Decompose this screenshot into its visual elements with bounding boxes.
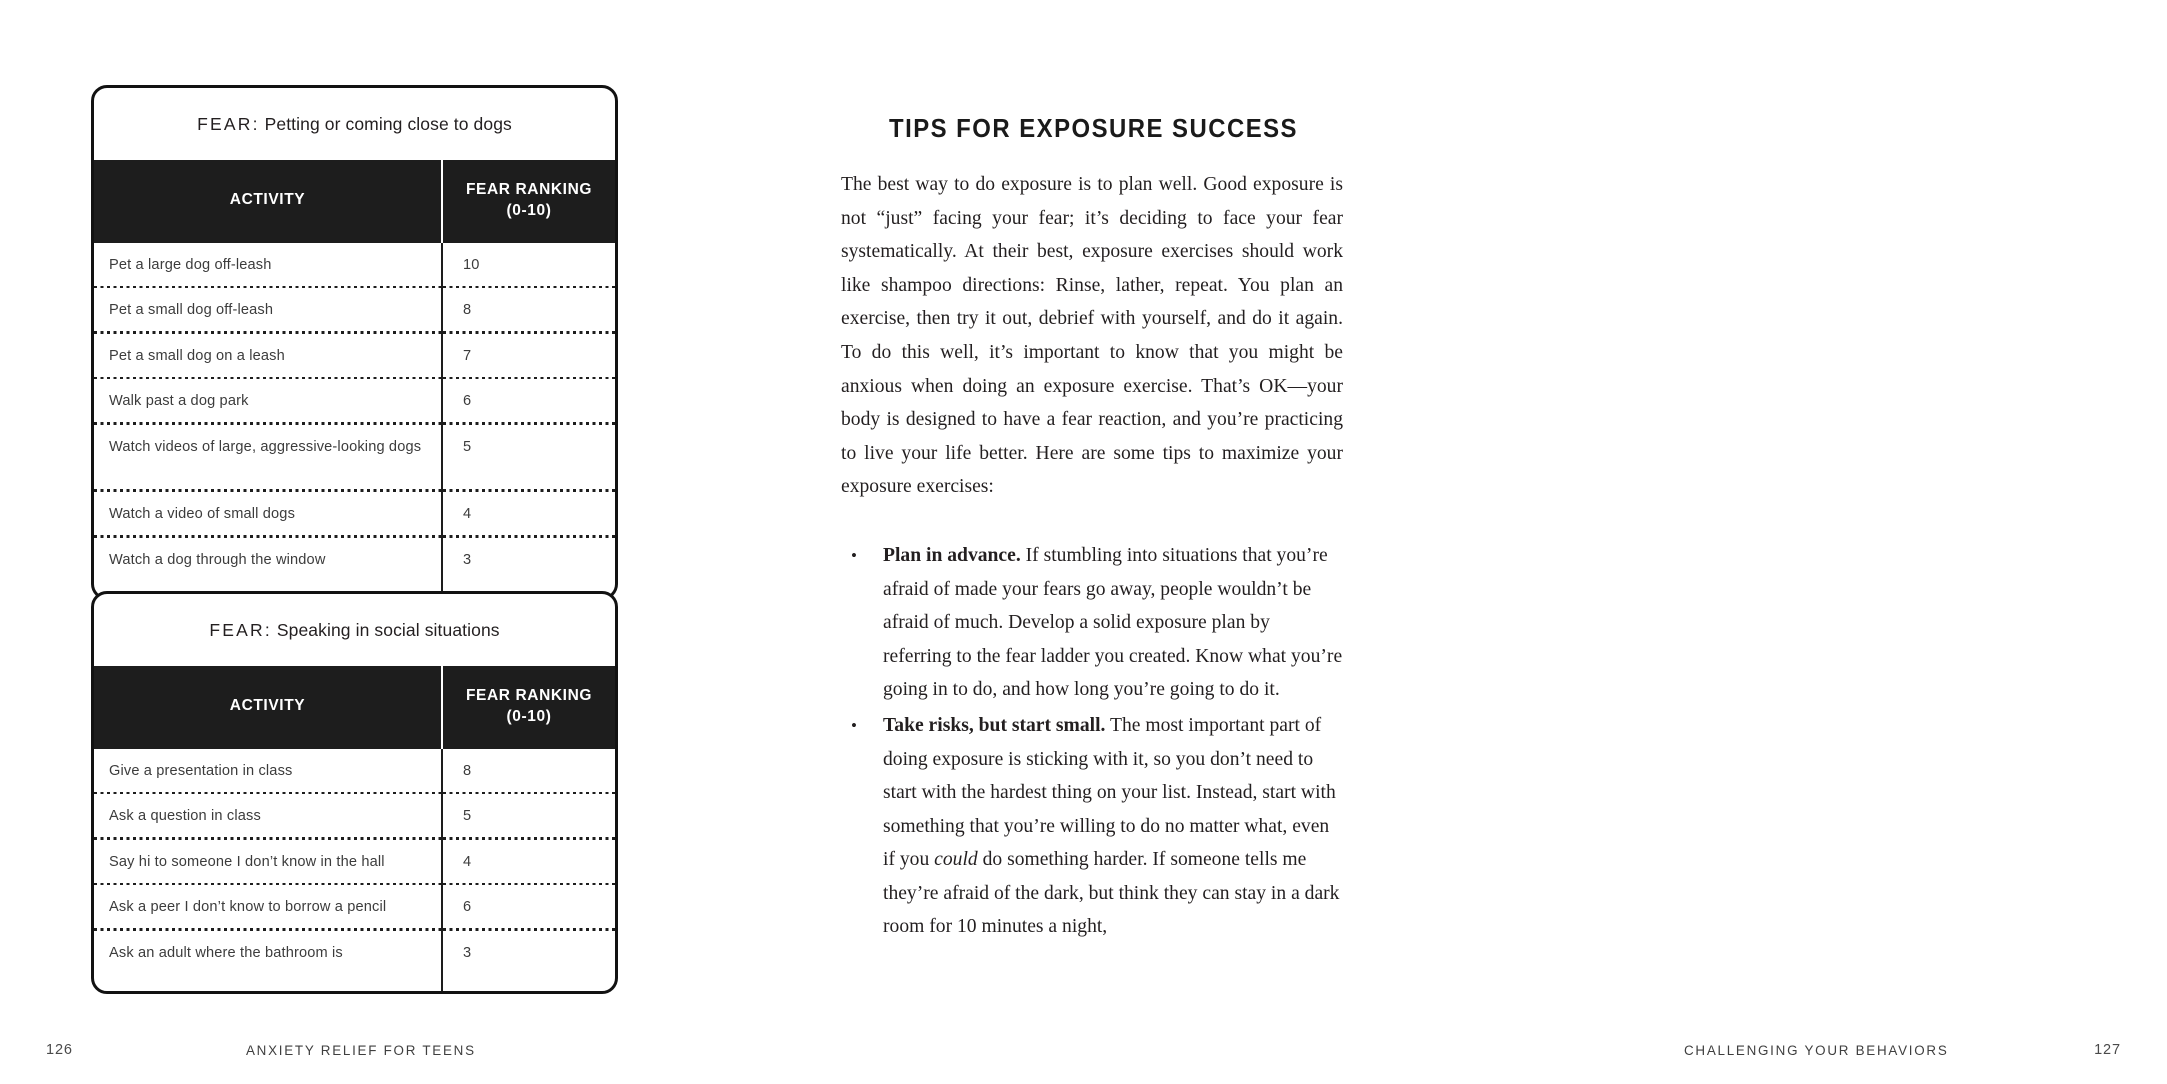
tip-body-continued: do something harder. If someone tells me they’re afraid of the dark, but think they can stay in a dark room for 10 minutes a night, [883, 849, 1340, 938]
table-row [94, 749, 615, 795]
list-item [841, 539, 1343, 707]
list-item [841, 709, 1343, 944]
cell-rank: 8 [442, 288, 615, 334]
cell-rank: 5 [442, 425, 615, 492]
cell-activity: Pet a large dog off-leash [94, 243, 442, 289]
cell-activity: Pet a small dog on a leash [94, 334, 442, 380]
cell-rank: 4 [442, 840, 615, 886]
section-heading: TIPS FOR EXPOSURE SUCCESS [889, 113, 1298, 143]
cell-activity: Ask a peer I don’t know to borrow a pencil [94, 885, 442, 931]
column-header-fear-ranking-line1: FEAR RANKING [465, 180, 593, 198]
card-title [94, 88, 615, 160]
tip-lead-in: Take risks, but start small. [883, 714, 1106, 736]
body-column [841, 168, 1343, 944]
cell-rank: 7 [442, 334, 615, 380]
cell-rank: 3 [463, 551, 472, 568]
intro-paragraph: The best way to do exposure is to plan well. Good exposure is not “just” facing your fear; it’s deciding to face your fear systematically. At their best, exposure exercises should work like shampoo directions: Rinse, lather, repeat. You plan an exercise, then try it out, debrief with yourself, and do it again. To do this well, it’s important to know that you might be anxious when doing an exposure exercise. That’s OK—your body is designed to have a fear reaction, and you’re practicing to live your life better. Here are some tips to maximize your exposure exercises: [841, 174, 1343, 498]
table-body [94, 749, 615, 991]
table-row [94, 885, 615, 931]
table-header [94, 666, 615, 749]
tip-lead-in: Plan in advance. [883, 544, 1021, 566]
cell-activity: Watch a dog through the window [94, 538, 442, 598]
column-header-fear-ranking [442, 160, 615, 243]
cell-activity: Say hi to someone I don’t know in the hall [94, 840, 442, 886]
table-row [94, 931, 615, 991]
running-head-left: ANXIETY RELIEF FOR TEENS [246, 1043, 476, 1058]
column-header-fear-ranking-line1: FEAR RANKING [465, 686, 593, 704]
tip-body: The most important part of doing exposure is sticking with it, so you don’t need to start with the hardest thing on your list. Instead, start with something that you’re willing to do no matter what, even if you [883, 714, 1336, 871]
cell-rank: 10 [442, 243, 615, 289]
right-page-footer [1444, 1024, 2167, 1084]
table-row [94, 794, 615, 840]
fear-label: FEAR: [197, 114, 260, 134]
table-row [94, 288, 615, 334]
cell-activity: Pet a small dog off-leash [94, 288, 442, 334]
fear-ladder-table [94, 666, 615, 991]
table-row [94, 840, 615, 886]
left-page [0, 0, 722, 1084]
tip-emphasis: could [934, 849, 978, 871]
fear-label: FEAR: [209, 620, 272, 640]
column-header-fear-ranking-line2: (0-10) [506, 707, 552, 725]
table-header-row [94, 160, 615, 243]
column-header-activity: ACTIVITY [94, 160, 442, 243]
fear-description: Speaking in social situations [271, 620, 500, 640]
tips-list [841, 539, 1343, 944]
running-head-right: CHALLENGING YOUR BEHAVIORS [1684, 1043, 1949, 1058]
column-header-activity: ACTIVITY [94, 666, 442, 749]
table-row [94, 379, 615, 425]
table-header [94, 160, 615, 243]
bullet-icon: • [851, 545, 857, 565]
table-row [94, 425, 615, 492]
left-page-footer [0, 1024, 722, 1084]
table-body [94, 243, 615, 598]
column-header-fear-ranking [442, 666, 615, 749]
cell-rank: 5 [442, 794, 615, 840]
cell-rank: 6 [442, 885, 615, 931]
table-row [94, 492, 615, 538]
tip-body: If stumbling into situations that you’re afraid of made your fears go away, people wouldn’t be afraid of much. Develop a solid exposure plan by referring to the fear ladder you created. Know what you’re going in to do, and how long you’re going to do it. [883, 544, 1343, 701]
cell-activity: Walk past a dog park [94, 379, 442, 425]
cell-activity: Ask an adult where the bathroom is [94, 931, 442, 991]
table-row [94, 538, 615, 598]
right-page [722, 0, 2121, 1084]
cell-rank: 3 [463, 945, 472, 962]
bullet-icon: • [851, 715, 857, 735]
cell-activity: Watch videos of large, aggressive-looking dogs [94, 425, 442, 492]
page-number-right: 127 [2094, 1042, 2121, 1058]
fear-ladder-table [94, 160, 615, 598]
fear-description: Petting or coming close to dogs [259, 114, 512, 134]
card-title [94, 594, 615, 666]
fear-ladder-card-dogs [91, 85, 618, 600]
cell-activity: Watch a video of small dogs [94, 492, 442, 538]
cell-rank: 8 [442, 749, 615, 795]
column-header-fear-ranking-line2: (0-10) [506, 201, 552, 219]
cell-activity: Ask a question in class [94, 794, 442, 840]
cell-rank: 4 [442, 492, 615, 538]
page-number-left: 126 [46, 1042, 73, 1058]
table-row [94, 243, 615, 289]
fear-ladder-card-social [91, 591, 618, 994]
table-header-row [94, 666, 615, 749]
table-row [94, 334, 615, 380]
cell-activity: Give a presentation in class [94, 749, 442, 795]
cell-rank: 6 [442, 379, 615, 425]
